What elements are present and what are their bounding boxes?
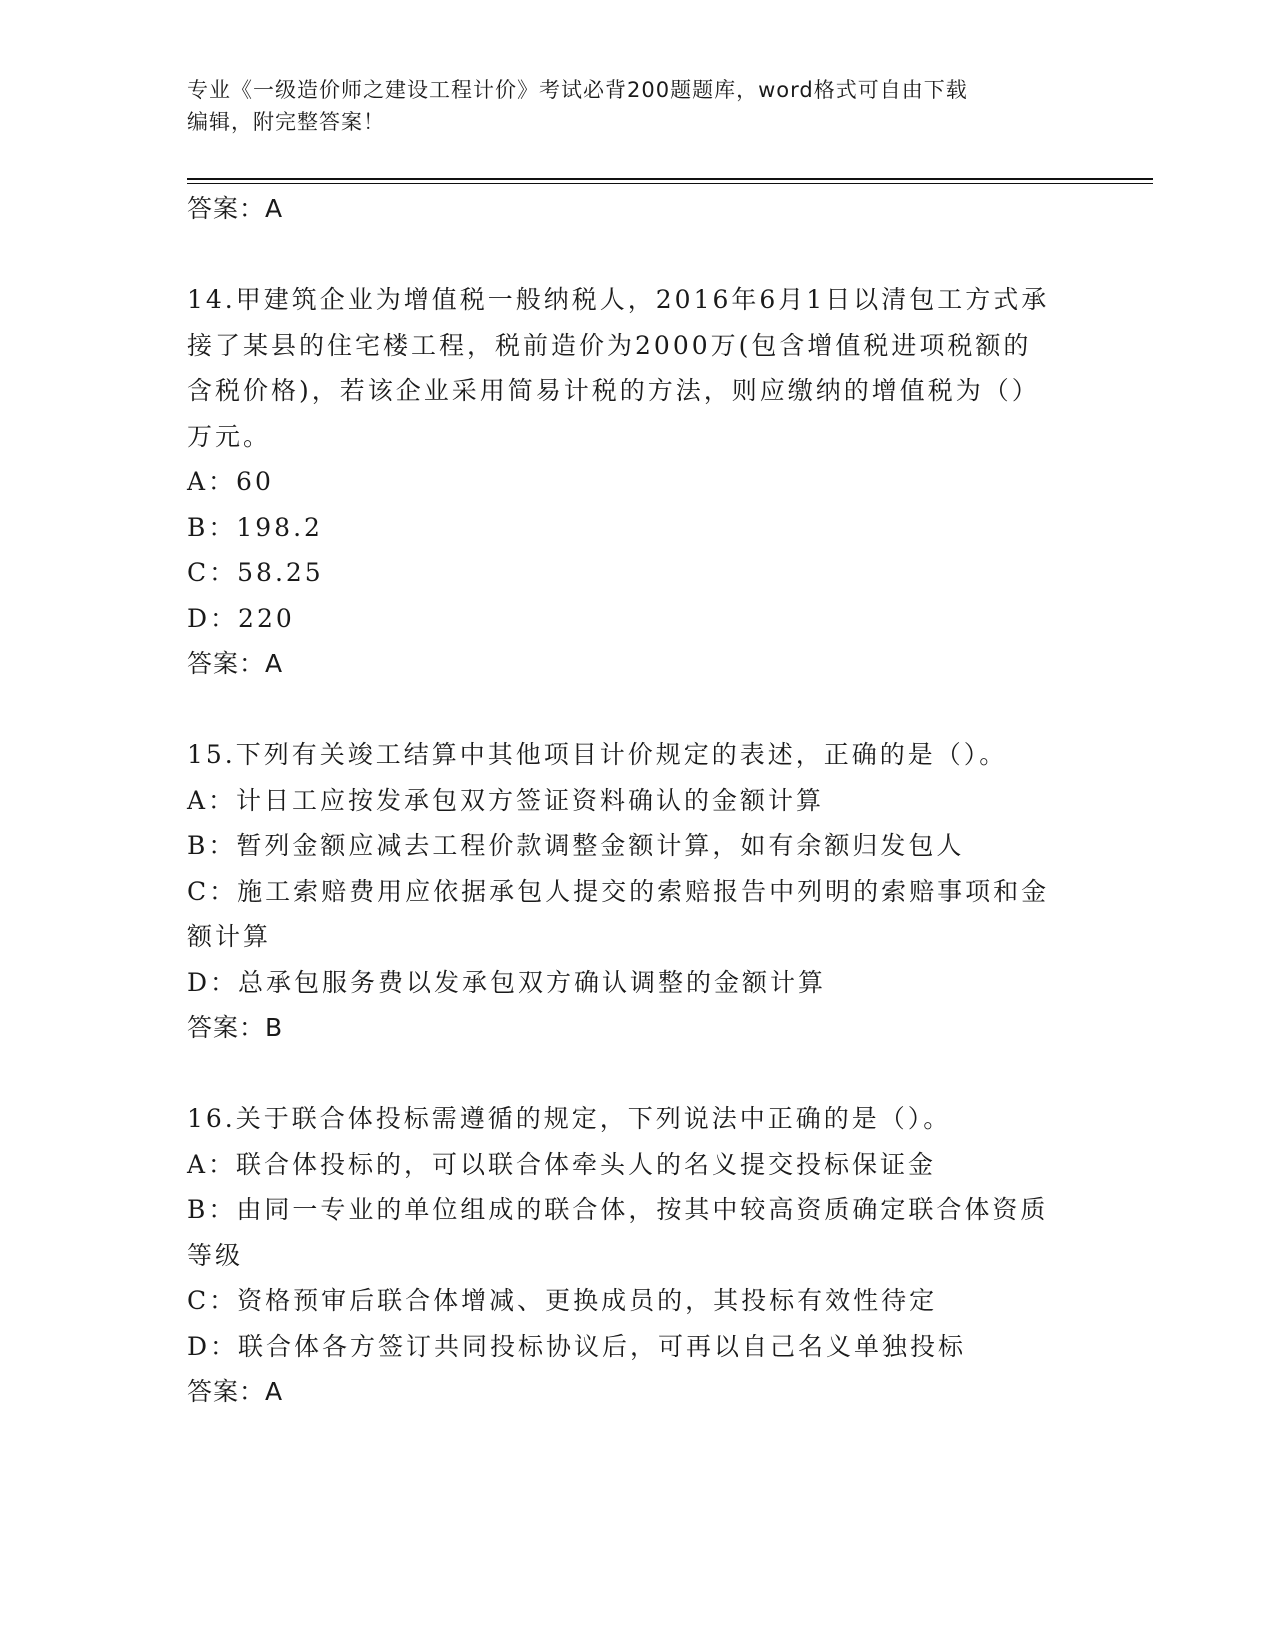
header-divider-thin bbox=[187, 183, 1153, 184]
option-line: 额计算 bbox=[187, 922, 272, 951]
header-line-2: 编辑，附完整答案！ bbox=[187, 110, 385, 134]
questions-container bbox=[187, 277, 1087, 1415]
question-list bbox=[187, 186, 1087, 1415]
question-stem-line: 接了某县的住宅楼工程，税前造价为2000万(包含增值税进项税额的 bbox=[187, 330, 1032, 360]
spacer bbox=[187, 232, 1087, 278]
question-stem-line: 15.下列有关竣工结算中其他项目计价规定的表述，正确的是（）。 bbox=[187, 740, 1008, 769]
question-stem-line: 14.甲建筑企业为增值税一般纳税人，2016年6月1日以清包工方式承 bbox=[187, 285, 1050, 314]
answer-line: 答案：A bbox=[187, 649, 284, 678]
option-line: B：暂列金额应减去工程价款调整金额计算，如有余额归发包人 bbox=[187, 831, 965, 860]
answer-line: 答案：B bbox=[187, 1013, 284, 1042]
header-line-1: 专业《一级造价师之建设工程计价》考试必背200题题库，word格式可自由下载 bbox=[187, 78, 968, 102]
spacer bbox=[187, 1051, 1087, 1097]
option-line: D：总承包服务费以发承包双方确认调整的金额计算 bbox=[187, 967, 827, 997]
option-line: D：220 bbox=[187, 603, 295, 633]
question-stem-line: 含税价格)，若该企业采用简易计税的方法，则应缴纳的增值税为（） bbox=[187, 376, 1040, 405]
option-line: B：198.2 bbox=[187, 512, 323, 542]
option-line: B：由同一专业的单位组成的联合体，按其中较高资质确定联合体资质 bbox=[187, 1195, 1049, 1224]
question-block bbox=[187, 277, 1087, 687]
question-block bbox=[187, 732, 1087, 1051]
previous-answer: 答案：A bbox=[187, 194, 284, 223]
option-line: 等级 bbox=[187, 1240, 244, 1270]
option-line: C：资格预审后联合体增减、更换成员的，其投标有效性待定 bbox=[187, 1286, 938, 1315]
document-header bbox=[187, 74, 1067, 138]
question-block bbox=[187, 1096, 1087, 1415]
answer-line: 答案：A bbox=[187, 1377, 284, 1406]
header-divider-thick bbox=[187, 178, 1153, 180]
option-line: D：联合体各方签订共同投标协议后，可再以自己名义单独投标 bbox=[187, 1331, 967, 1361]
option-line: A：计日工应按发承包双方签证资料确认的金额计算 bbox=[187, 785, 825, 815]
option-line: A：60 bbox=[187, 467, 274, 496]
option-line: A：联合体投标的，可以联合体牵头人的名义提交投标保证金 bbox=[187, 1149, 937, 1179]
option-line: C：58.25 bbox=[187, 558, 324, 587]
spacer bbox=[187, 687, 1087, 733]
question-stem-line: 16.关于联合体投标需遵循的规定，下列说法中正确的是（）。 bbox=[187, 1104, 952, 1133]
question-stem-line: 万元。 bbox=[187, 421, 272, 451]
option-line: C：施工索赔费用应依据承包人提交的索赔报告中列明的索赔事项和金 bbox=[187, 876, 1050, 906]
